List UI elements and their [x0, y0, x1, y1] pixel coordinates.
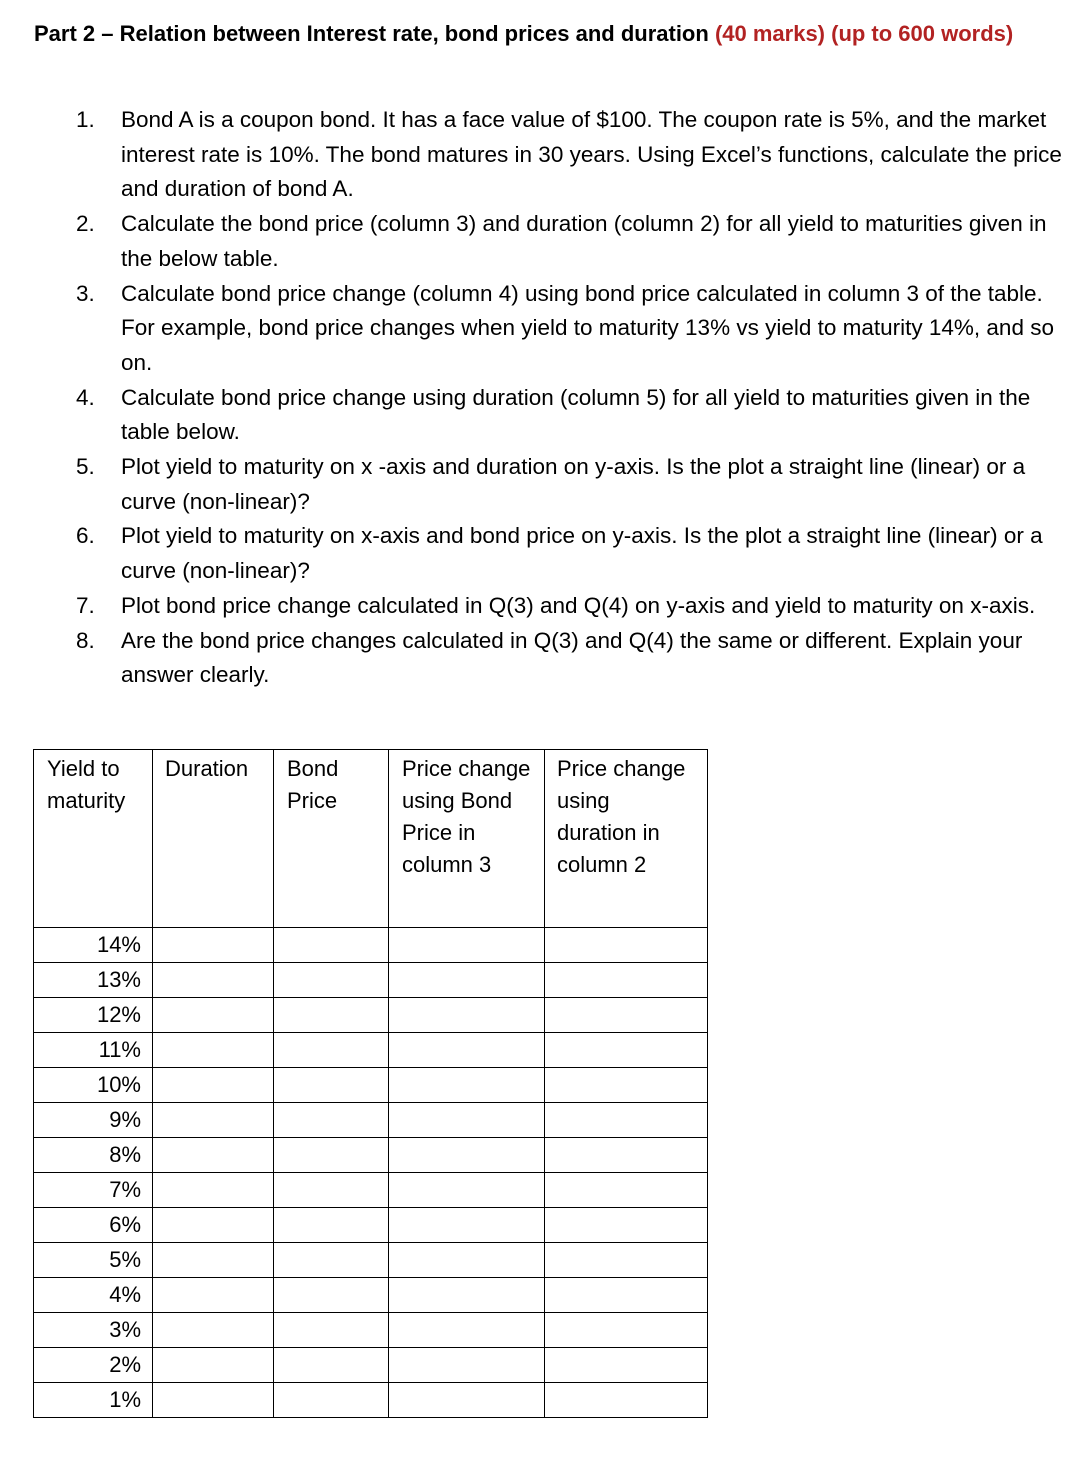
yield-cell: 2% — [34, 1348, 153, 1383]
table-row — [34, 963, 708, 998]
price-change-duration-cell — [545, 963, 708, 998]
question-number: 7. — [76, 592, 95, 618]
price-change-bond-cell — [389, 1313, 545, 1348]
heading-title: Part 2 – Relation between Interest rate, bond prices and duration — [34, 21, 715, 46]
price-change-duration-cell — [545, 1278, 708, 1313]
bond-price-cell — [274, 998, 389, 1033]
question-text: Plot yield to maturity on x-axis and bond price on y-axis. Is the plot a straight line (linear) or a curve (non-linear)? — [121, 523, 1043, 584]
duration-cell — [153, 1103, 274, 1138]
bond-price-cell — [274, 1103, 389, 1138]
table-row — [34, 1383, 708, 1418]
yield-cell: 4% — [34, 1278, 153, 1313]
question-item — [0, 624, 1090, 693]
yield-cell: 3% — [34, 1313, 153, 1348]
question-number: 6. — [76, 523, 95, 549]
duration-cell — [153, 1243, 274, 1278]
duration-cell — [153, 928, 274, 963]
price-change-duration-cell — [545, 928, 708, 963]
price-change-bond-cell — [389, 998, 545, 1033]
bond-price-cell — [274, 928, 389, 963]
table-row — [34, 1208, 708, 1243]
duration-cell — [153, 1383, 274, 1418]
yield-cell: 14% — [34, 928, 153, 963]
question-list — [0, 103, 1090, 693]
yield-cell: 12% — [34, 998, 153, 1033]
table-row — [34, 1033, 708, 1068]
heading-marks: (40 marks) (up to 600 words) — [714, 21, 1014, 46]
table-row — [34, 1173, 708, 1208]
duration-cell — [153, 1173, 274, 1208]
price-change-duration-cell — [545, 1383, 708, 1418]
yield-cell: 7% — [34, 1173, 153, 1208]
bond-price-cell — [274, 1208, 389, 1243]
duration-cell — [153, 1208, 274, 1243]
price-change-bond-cell — [389, 1138, 545, 1173]
header-price-change-bond-price: Price change using Bond Price in column 3 — [389, 750, 545, 928]
price-change-duration-cell — [545, 1208, 708, 1243]
duration-cell — [153, 1278, 274, 1313]
table-row — [34, 1068, 708, 1103]
question-text: Bond A is a coupon bond. It has a face value of $100. The coupon rate is 5%, and the market interest rate is 10%. The bond matures in 30 years. Using Excel’s functions, calculate the price and duration of bond A. — [121, 107, 1062, 202]
price-change-bond-cell — [389, 1173, 545, 1208]
bond-price-cell — [274, 1313, 389, 1348]
bond-price-cell — [274, 963, 389, 998]
header-yield-to-maturity: Yield to maturity — [34, 750, 153, 928]
question-item — [0, 381, 1090, 450]
bond-price-cell — [274, 1138, 389, 1173]
price-change-duration-cell — [545, 1138, 708, 1173]
question-item — [0, 207, 1090, 276]
question-number: 3. — [76, 280, 95, 306]
price-change-duration-cell — [545, 1068, 708, 1103]
question-text: Plot bond price change calculated in Q(3) and Q(4) on y-axis and yield to maturity on x-axis. — [121, 592, 1036, 618]
yield-cell: 13% — [34, 963, 153, 998]
table-row — [34, 1278, 708, 1313]
duration-cell — [153, 998, 274, 1033]
question-item — [0, 277, 1090, 381]
table-row — [34, 928, 708, 963]
table-row — [34, 1243, 708, 1278]
table-row — [34, 998, 708, 1033]
bond-price-cell — [274, 1278, 389, 1313]
question-number: 2. — [76, 211, 95, 237]
duration-cell — [153, 1033, 274, 1068]
yield-cell: 6% — [34, 1208, 153, 1243]
price-change-duration-cell — [545, 1348, 708, 1383]
question-number: 1. — [76, 107, 95, 132]
price-change-duration-cell — [545, 1103, 708, 1138]
bond-price-cell — [274, 1243, 389, 1278]
header-bond-price: Bond Price — [274, 750, 389, 928]
question-text: Calculate bond price change using duration (column 5) for all yield to maturities given in the table below. — [121, 384, 1031, 445]
bond-price-cell — [274, 1348, 389, 1383]
duration-cell — [153, 1138, 274, 1173]
price-change-bond-cell — [389, 928, 545, 963]
price-change-bond-cell — [389, 1033, 545, 1068]
bond-price-cell — [274, 1033, 389, 1068]
table-row — [34, 1138, 708, 1173]
bond-price-cell — [274, 1068, 389, 1103]
price-change-bond-cell — [389, 963, 545, 998]
duration-cell — [153, 963, 274, 998]
part-heading — [34, 16, 1044, 51]
price-change-duration-cell — [545, 1313, 708, 1348]
price-change-duration-cell — [545, 998, 708, 1033]
bond-price-cell — [274, 1383, 389, 1418]
duration-cell — [153, 1068, 274, 1103]
question-number: 8. — [76, 627, 95, 653]
question-item — [0, 103, 1090, 207]
yield-cell: 11% — [34, 1033, 153, 1068]
header-price-change-duration: Price change using duration in column 2 — [545, 750, 708, 928]
question-text: Calculate bond price change (column 4) using bond price calculated in column 3 of the table. For example, bond price changes when yield to maturity 13% vs yield to maturity 14%, and so on. — [121, 280, 1054, 375]
question-number: 5. — [76, 454, 95, 480]
question-text: Calculate the bond price (column 3) and duration (column 2) for all yield to maturities given in the below table. — [121, 211, 1047, 271]
bond-price-cell — [274, 1173, 389, 1208]
yield-cell: 9% — [34, 1103, 153, 1138]
header-duration: Duration — [153, 750, 274, 928]
duration-cell — [153, 1348, 274, 1383]
table-row — [34, 1348, 708, 1383]
price-change-bond-cell — [389, 1243, 545, 1278]
question-text: Are the bond price changes calculated in Q(3) and Q(4) the same or different. Explain your answer clearly. — [121, 627, 1023, 688]
yield-cell: 1% — [34, 1383, 153, 1418]
question-item — [0, 450, 1090, 519]
price-change-bond-cell — [389, 1348, 545, 1383]
price-change-duration-cell — [545, 1033, 708, 1068]
table-row — [34, 1103, 708, 1138]
bond-table — [33, 749, 708, 1418]
duration-cell — [153, 1313, 274, 1348]
yield-cell: 5% — [34, 1243, 153, 1278]
price-change-bond-cell — [389, 1278, 545, 1313]
price-change-duration-cell — [545, 1243, 708, 1278]
table-header-row — [34, 750, 708, 928]
question-number: 4. — [76, 384, 95, 410]
price-change-bond-cell — [389, 1383, 545, 1418]
yield-cell: 8% — [34, 1138, 153, 1173]
price-change-bond-cell — [389, 1103, 545, 1138]
price-change-duration-cell — [545, 1173, 708, 1208]
question-item — [0, 519, 1090, 588]
price-change-bond-cell — [389, 1068, 545, 1103]
yield-cell: 10% — [34, 1068, 153, 1103]
question-text: Plot yield to maturity on x -axis and duration on y-axis. Is the plot a straight line (linear) or a curve (non-linear)? — [121, 454, 1026, 514]
price-change-bond-cell — [389, 1208, 545, 1243]
question-item — [0, 589, 1090, 624]
table-row — [34, 1313, 708, 1348]
